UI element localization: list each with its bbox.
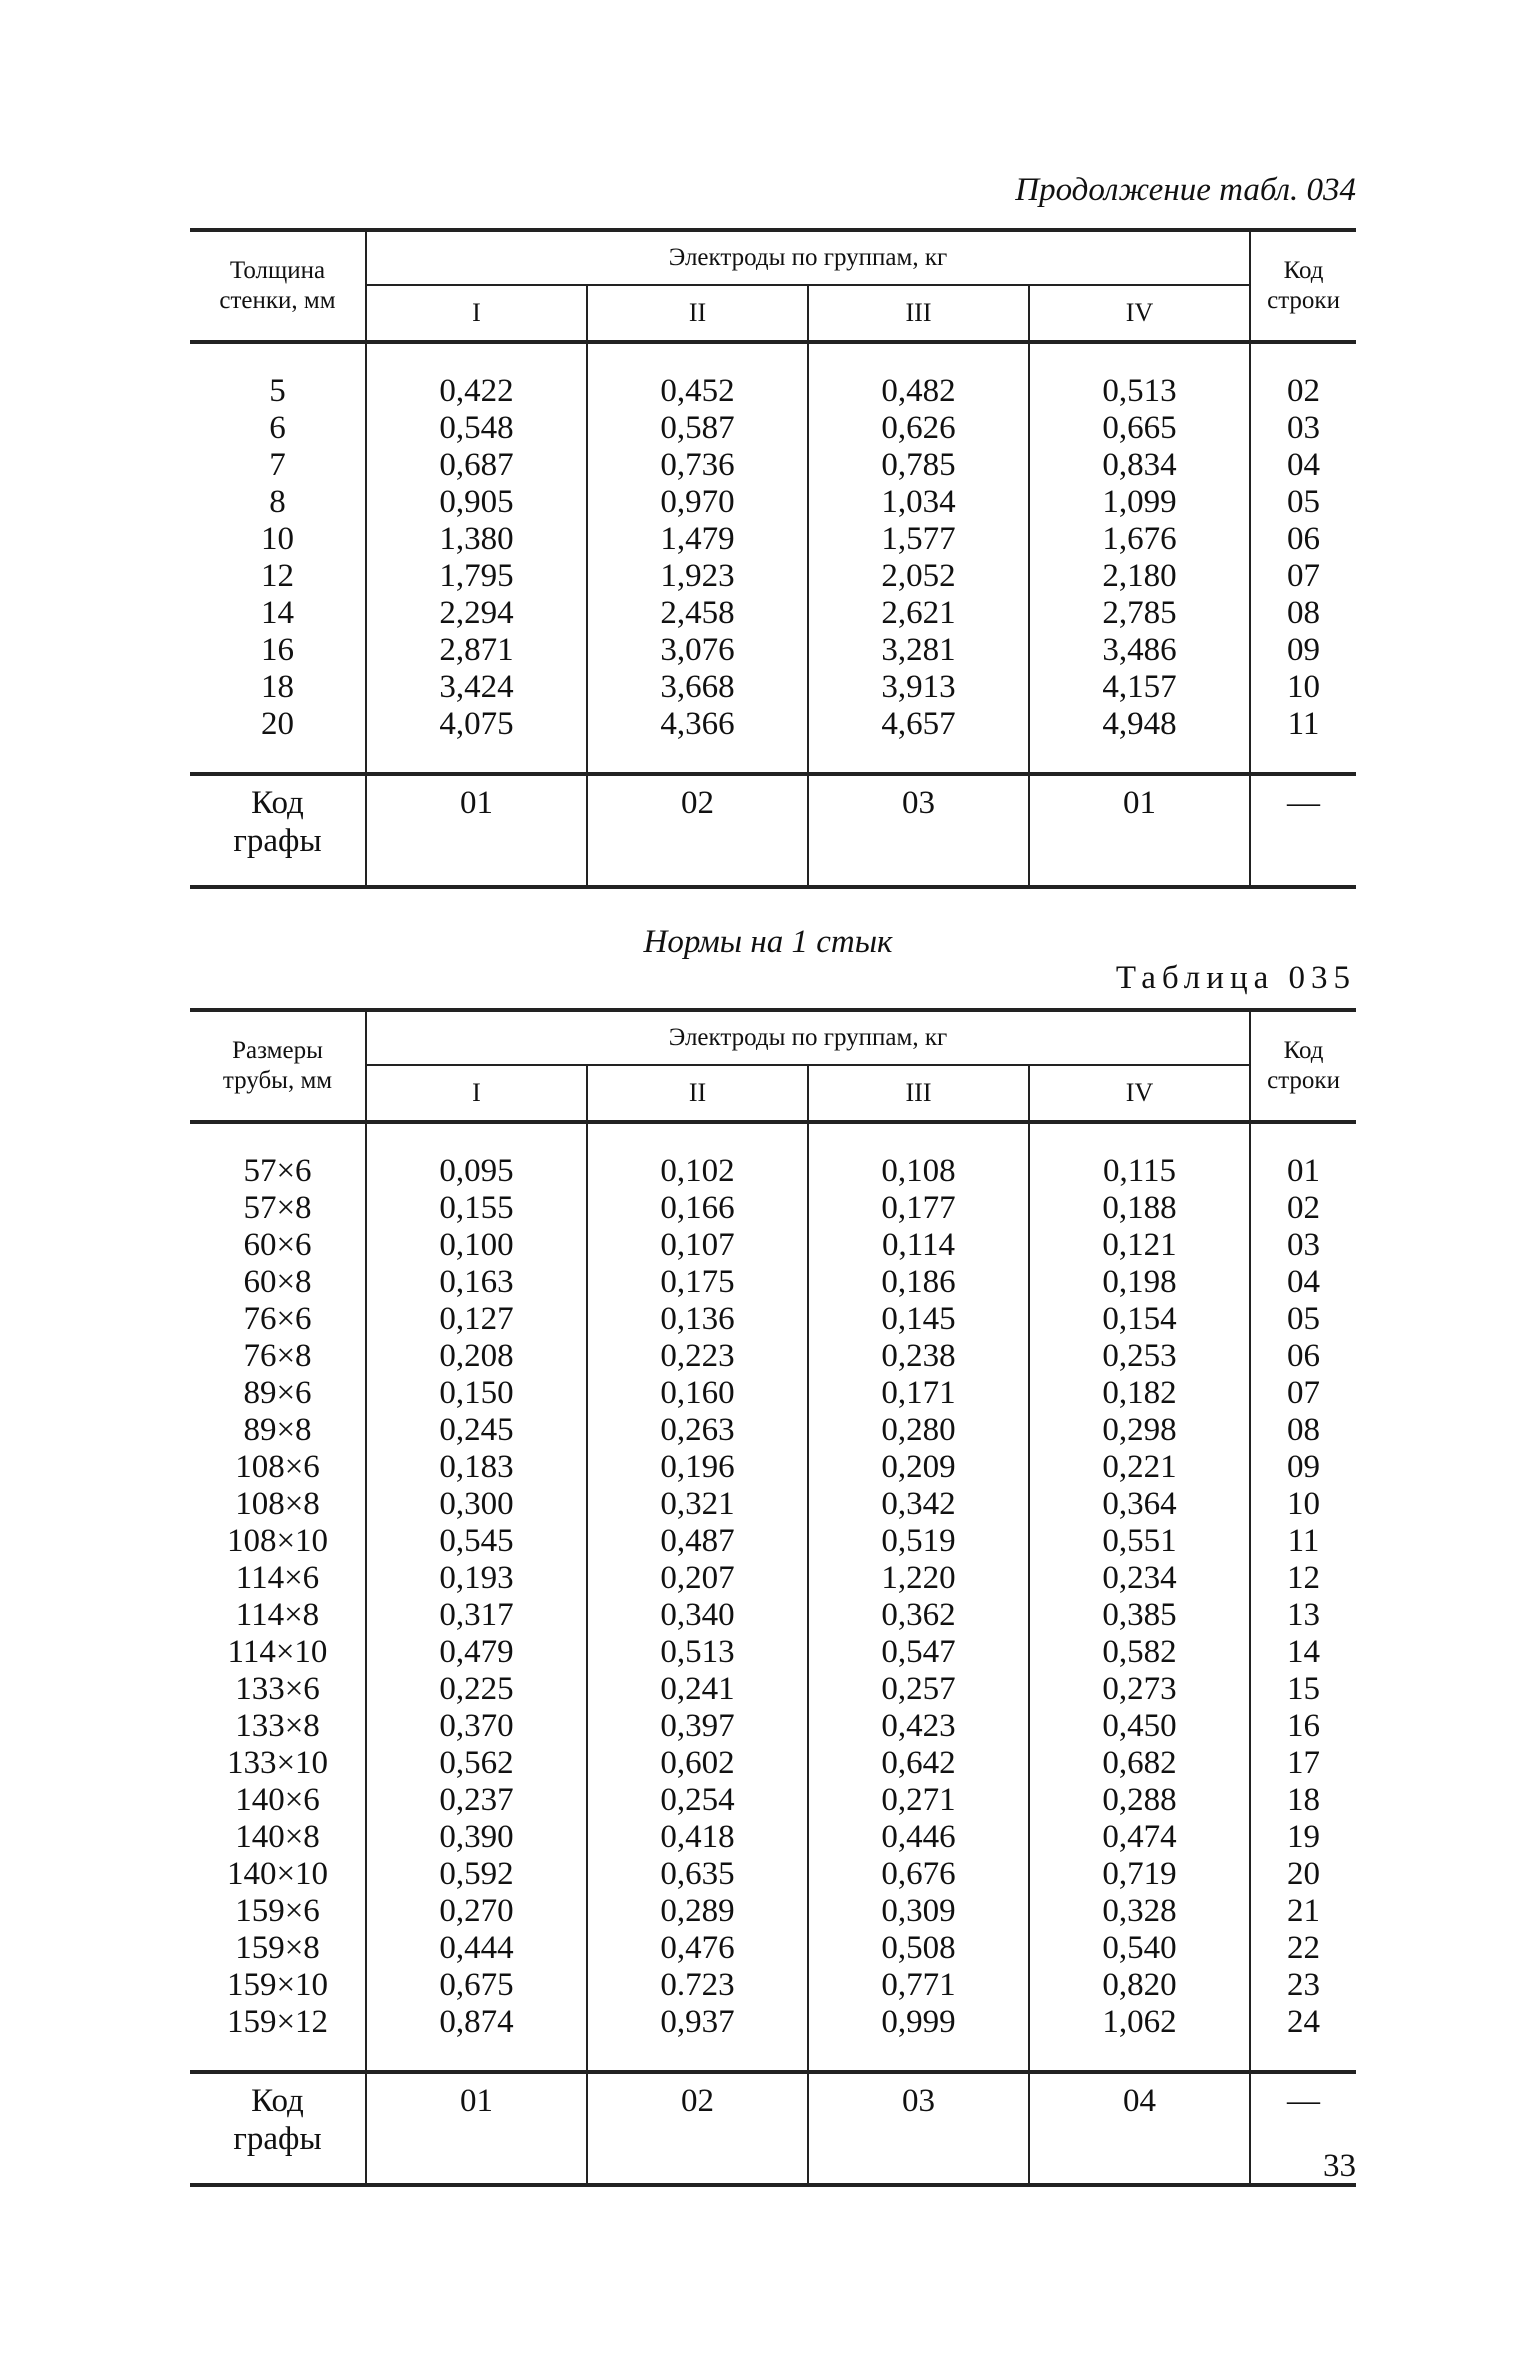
value-cell-group-2: 0,263 — [587, 1412, 808, 1449]
code-header-line2: строки — [1267, 287, 1340, 314]
row-code: 06 — [1287, 521, 1320, 557]
table-row — [190, 669, 1356, 706]
value-cell-group-2: 0,175 — [587, 1264, 808, 1301]
continuation-title: Продолжение табл. 034 — [1015, 172, 1356, 208]
value-cell-group-3: 0,446 — [808, 1819, 1029, 1856]
value-cell-group-2: 3,668 — [587, 669, 808, 706]
value-cell-group-3: 0,309 — [808, 1893, 1029, 1930]
value-cell-group-1: 0,225 — [366, 1671, 587, 1708]
table-034-body — [190, 344, 1356, 776]
value-cell-group-4: 0,513 — [1029, 344, 1250, 410]
value-cell-group-1: 1,795 — [366, 558, 587, 595]
value-cell-group-1: 2,294 — [366, 595, 587, 632]
value-cell-group-1: 0,905 — [366, 484, 587, 521]
row-code: 13 — [1287, 1597, 1320, 1633]
footer-code: 01 — [366, 776, 587, 887]
row-code: 10 — [1287, 1486, 1320, 1522]
footer-label-line2: графы — [233, 823, 322, 859]
value-cell-group-3: 0,482 — [808, 344, 1029, 410]
value-cell-group-2: 0,241 — [587, 1671, 808, 1708]
row-code: 11 — [1287, 1523, 1320, 1559]
value-cell-group-3: 0,257 — [808, 1671, 1029, 1708]
row-code: 24 — [1287, 2004, 1320, 2040]
group-2-header: II — [587, 285, 808, 342]
value-cell-group-1: 0,592 — [366, 1856, 587, 1893]
value-cell-group-4: 4,157 — [1029, 669, 1250, 706]
row-code: 07 — [1287, 558, 1320, 594]
section-title: Нормы на 1 стык — [643, 924, 893, 960]
row-label: 114×8 — [190, 1597, 366, 1634]
value-cell-group-2: 0,196 — [587, 1449, 808, 1486]
row-code: 20 — [1287, 1856, 1320, 1892]
table-034 — [190, 228, 1356, 889]
table-row — [190, 447, 1356, 484]
value-cell-group-1: 0,150 — [366, 1375, 587, 1412]
value-cell-group-3: 0,177 — [808, 1190, 1029, 1227]
table-row — [190, 484, 1356, 521]
value-cell-group-4: 1,062 — [1029, 2004, 1250, 2072]
value-cell-group-4: 0,221 — [1029, 1449, 1250, 1486]
row-code: 12 — [1287, 1560, 1320, 1596]
table-row — [190, 1708, 1356, 1745]
table-row — [190, 1671, 1356, 1708]
table-row — [190, 1124, 1356, 1190]
row-label: 57×6 — [190, 1124, 366, 1190]
value-cell-group-4: 2,180 — [1029, 558, 1250, 595]
row-code: 19 — [1287, 1819, 1320, 1855]
value-cell-group-1: 0,548 — [366, 410, 587, 447]
value-cell-group-3: 0,145 — [808, 1301, 1029, 1338]
value-cell-group-2: 1,479 — [587, 521, 808, 558]
row-label: 114×6 — [190, 1560, 366, 1597]
value-cell-group-2: 0,207 — [587, 1560, 808, 1597]
row-code: 01 — [1287, 1153, 1320, 1189]
table-034-footer — [190, 776, 1356, 889]
footer-code: 03 — [808, 2074, 1029, 2185]
value-cell-group-4: 0,273 — [1029, 1671, 1250, 1708]
table-row — [190, 1893, 1356, 1930]
row-code: 06 — [1287, 1338, 1320, 1374]
value-cell-group-2: 0,254 — [587, 1782, 808, 1819]
value-cell-group-4: 0,115 — [1029, 1124, 1250, 1190]
value-cell-group-3: 0,676 — [808, 1856, 1029, 1893]
table-row — [190, 1967, 1356, 2004]
row-code: 21 — [1287, 1893, 1320, 1929]
value-cell-group-2: 0,635 — [587, 1856, 808, 1893]
row-label: 133×6 — [190, 1671, 366, 1708]
row-label: 140×10 — [190, 1856, 366, 1893]
value-cell-group-2: 0,397 — [587, 1708, 808, 1745]
table-035 — [190, 1008, 1356, 2187]
row-label: 6 — [190, 410, 366, 447]
value-cell-group-2: 0,102 — [587, 1124, 808, 1190]
table-row — [190, 1523, 1356, 1560]
value-cell-group-3: 0,642 — [808, 1745, 1029, 1782]
value-cell-group-3: 1,034 — [808, 484, 1029, 521]
group-1-header: I — [366, 285, 587, 342]
value-cell-group-2: 4,366 — [587, 706, 808, 774]
value-cell-group-4: 1,676 — [1029, 521, 1250, 558]
value-cell-group-4: 0,820 — [1029, 1967, 1250, 2004]
value-cell-group-3: 1,577 — [808, 521, 1029, 558]
value-cell-group-4: 0,234 — [1029, 1560, 1250, 1597]
row-label: 133×8 — [190, 1708, 366, 1745]
value-cell-group-2: 0,513 — [587, 1634, 808, 1671]
row-label: 12 — [190, 558, 366, 595]
row-label: 159×6 — [190, 1893, 366, 1930]
value-cell-group-1: 0,095 — [366, 1124, 587, 1190]
value-cell-group-4: 0,551 — [1029, 1523, 1250, 1560]
row-code: 03 — [1287, 1227, 1320, 1263]
value-cell-group-3: 0,771 — [808, 1967, 1029, 2004]
row-label: 60×6 — [190, 1227, 366, 1264]
row-code: 22 — [1287, 1930, 1320, 1966]
table-row — [190, 558, 1356, 595]
row-label: 108×6 — [190, 1449, 366, 1486]
value-cell-group-4: 0,298 — [1029, 1412, 1250, 1449]
table-row — [190, 1486, 1356, 1523]
table-row — [190, 1375, 1356, 1412]
row-code: 10 — [1287, 669, 1320, 705]
table-row — [190, 1634, 1356, 1671]
table-label: Таблица 035 — [1115, 960, 1356, 996]
table-row — [190, 410, 1356, 447]
table-row — [190, 1227, 1356, 1264]
value-cell-group-4: 0,450 — [1029, 1708, 1250, 1745]
value-cell-group-3: 0,785 — [808, 447, 1029, 484]
footer-label — [190, 776, 366, 887]
value-cell-group-1: 0,479 — [366, 1634, 587, 1671]
value-cell-group-2: 0,136 — [587, 1301, 808, 1338]
value-cell-group-4: 0,154 — [1029, 1301, 1250, 1338]
value-cell-group-1: 0,127 — [366, 1301, 587, 1338]
value-cell-group-4: 4,948 — [1029, 706, 1250, 774]
row-label: 114×10 — [190, 1634, 366, 1671]
value-cell-group-1: 0,687 — [366, 447, 587, 484]
value-cell-group-2: 0,970 — [587, 484, 808, 521]
footer-code: — — [1287, 785, 1320, 821]
value-cell-group-4: 0,182 — [1029, 1375, 1250, 1412]
row-label: 89×6 — [190, 1375, 366, 1412]
row-label: 8 — [190, 484, 366, 521]
row-label: 159×10 — [190, 1967, 366, 2004]
table-row — [190, 344, 1356, 410]
value-cell-group-1: 0,562 — [366, 1745, 587, 1782]
value-cell-group-4: 0,188 — [1029, 1190, 1250, 1227]
value-cell-group-3: 0,423 — [808, 1708, 1029, 1745]
table-row — [190, 1745, 1356, 1782]
value-cell-group-1: 0,245 — [366, 1412, 587, 1449]
value-cell-group-1: 0,300 — [366, 1486, 587, 1523]
value-cell-group-2: 0,107 — [587, 1227, 808, 1264]
row-header-line1: Размеры — [232, 1037, 323, 1064]
row-header — [190, 230, 366, 342]
footer-code: 02 — [587, 776, 808, 887]
table-row — [190, 632, 1356, 669]
value-cell-group-2: 0,160 — [587, 1375, 808, 1412]
value-cell-group-1: 1,380 — [366, 521, 587, 558]
value-cell-group-1: 4,075 — [366, 706, 587, 774]
row-label: 159×12 — [190, 2004, 366, 2072]
value-cell-group-1: 0,317 — [366, 1597, 587, 1634]
value-cell-group-4: 0,328 — [1029, 1893, 1250, 1930]
table-row — [190, 1412, 1356, 1449]
value-cell-group-1: 0,193 — [366, 1560, 587, 1597]
value-cell-group-1: 0,237 — [366, 1782, 587, 1819]
value-cell-group-4: 0,364 — [1029, 1486, 1250, 1523]
value-cell-group-2: 0,166 — [587, 1190, 808, 1227]
row-header-line2: трубы, мм — [222, 1067, 333, 1094]
footer-label-line1: Код — [251, 785, 304, 821]
value-cell-group-4: 0,121 — [1029, 1227, 1250, 1264]
value-cell-group-3: 0,280 — [808, 1412, 1029, 1449]
value-cell-group-4: 0,582 — [1029, 1634, 1250, 1671]
footer-label — [190, 2074, 366, 2185]
footer-code: 02 — [587, 2074, 808, 2185]
value-cell-group-3: 0,508 — [808, 1930, 1029, 1967]
table-row — [190, 1301, 1356, 1338]
group-3-header: III — [808, 285, 1029, 342]
row-code: 16 — [1287, 1708, 1320, 1744]
row-code: 05 — [1287, 1301, 1320, 1337]
table-035-footer — [190, 2074, 1356, 2187]
table-035-header — [190, 1008, 1356, 1124]
row-code: 04 — [1287, 447, 1320, 483]
row-label: 140×8 — [190, 1819, 366, 1856]
table-row — [190, 1819, 1356, 1856]
value-cell-group-4: 3,486 — [1029, 632, 1250, 669]
footer-code: 03 — [808, 776, 1029, 887]
value-cell-group-4: 2,785 — [1029, 595, 1250, 632]
value-cell-group-3: 0,626 — [808, 410, 1029, 447]
group-2-header: II — [587, 1065, 808, 1122]
row-header — [190, 1010, 366, 1122]
row-code: 11 — [1287, 706, 1320, 742]
value-cell-group-3: 0,171 — [808, 1375, 1029, 1412]
value-cell-group-2: 0,289 — [587, 1893, 808, 1930]
value-cell-group-1: 0,874 — [366, 2004, 587, 2072]
value-cell-group-3: 1,220 — [808, 1560, 1029, 1597]
value-cell-group-4: 0,719 — [1029, 1856, 1250, 1893]
value-cell-group-1: 0,155 — [366, 1190, 587, 1227]
row-code: 08 — [1287, 595, 1320, 631]
row-code: 07 — [1287, 1375, 1320, 1411]
value-cell-group-2: 0,476 — [587, 1930, 808, 1967]
value-cell-group-3: 0,209 — [808, 1449, 1029, 1486]
table-row — [190, 595, 1356, 632]
footer-label-line1: Код — [251, 2083, 304, 2119]
value-cell-group-1: 2,871 — [366, 632, 587, 669]
table-row — [190, 2004, 1356, 2072]
table-row — [190, 1190, 1356, 1227]
footer-label-line2: графы — [233, 2121, 322, 2157]
row-label: 140×6 — [190, 1782, 366, 1819]
table-034-header — [190, 228, 1356, 344]
row-code: 23 — [1287, 1967, 1320, 2003]
value-cell-group-4: 0,288 — [1029, 1782, 1250, 1819]
value-cell-group-2: 0,736 — [587, 447, 808, 484]
row-label: 76×6 — [190, 1301, 366, 1338]
value-cell-group-2: 1,923 — [587, 558, 808, 595]
value-cell-group-1: 0,444 — [366, 1930, 587, 1967]
code-header — [1250, 230, 1356, 342]
value-cell-group-3: 0,519 — [808, 1523, 1029, 1560]
row-label: 108×10 — [190, 1523, 366, 1560]
row-header-line1: Толщина — [229, 257, 326, 284]
footer-code: 01 — [1029, 776, 1250, 887]
code-header — [1250, 1010, 1356, 1122]
value-cell-group-2: 2,458 — [587, 595, 808, 632]
row-code: 18 — [1287, 1782, 1320, 1818]
value-cell-group-3: 0,108 — [808, 1124, 1029, 1190]
value-cell-group-3: 0,271 — [808, 1782, 1029, 1819]
group-4-header: IV — [1125, 1078, 1154, 1107]
row-label: 5 — [190, 344, 366, 410]
value-cell-group-2: 0,487 — [587, 1523, 808, 1560]
group-1-header: I — [366, 1065, 587, 1122]
value-cell-group-3: 0,999 — [808, 2004, 1029, 2072]
value-cell-group-1: 0,183 — [366, 1449, 587, 1486]
value-cell-group-2: 0,340 — [587, 1597, 808, 1634]
footer-code: 01 — [366, 2074, 587, 2185]
group-header: Электроды по группам, кг — [366, 230, 1250, 285]
table-row — [190, 1856, 1356, 1893]
value-cell-group-1: 0,675 — [366, 1967, 587, 2004]
value-cell-group-4: 0,540 — [1029, 1930, 1250, 1967]
footer-code: 04 — [1029, 2074, 1250, 2185]
footer-code: — — [1287, 2083, 1320, 2119]
value-cell-group-4: 1,099 — [1029, 484, 1250, 521]
value-cell-group-2: 0,587 — [587, 410, 808, 447]
row-code: 02 — [1287, 373, 1320, 409]
table-row — [190, 1930, 1356, 1967]
value-cell-group-3: 2,052 — [808, 558, 1029, 595]
value-cell-group-1: 0,370 — [366, 1708, 587, 1745]
value-cell-group-1: 0,163 — [366, 1264, 587, 1301]
value-cell-group-1: 0,390 — [366, 1819, 587, 1856]
table-row — [190, 1597, 1356, 1634]
value-cell-group-2: 0,937 — [587, 2004, 808, 2072]
value-cell-group-3: 0,342 — [808, 1486, 1029, 1523]
value-cell-group-2: 0,321 — [587, 1486, 808, 1523]
row-label: 60×8 — [190, 1264, 366, 1301]
value-cell-group-3: 0,547 — [808, 1634, 1029, 1671]
row-label: 18 — [190, 669, 366, 706]
code-header-line1: Код — [1283, 1037, 1324, 1064]
value-cell-group-1: 0,422 — [366, 344, 587, 410]
table-row — [190, 521, 1356, 558]
row-code: 17 — [1287, 1745, 1320, 1781]
value-cell-group-2: 0.723 — [587, 1967, 808, 2004]
table-row — [190, 706, 1356, 774]
value-cell-group-3: 0,114 — [808, 1227, 1029, 1264]
table-row — [190, 1449, 1356, 1486]
row-code: 15 — [1287, 1671, 1320, 1707]
group-header: Электроды по группам, кг — [366, 1010, 1250, 1065]
value-cell-group-4: 0,665 — [1029, 410, 1250, 447]
row-code: 08 — [1287, 1412, 1320, 1448]
row-code: 14 — [1287, 1634, 1320, 1670]
table-row — [190, 1264, 1356, 1301]
value-cell-group-4: 0,474 — [1029, 1819, 1250, 1856]
row-code: 05 — [1287, 484, 1320, 520]
value-cell-group-3: 3,913 — [808, 669, 1029, 706]
value-cell-group-1: 0,208 — [366, 1338, 587, 1375]
row-label: 89×8 — [190, 1412, 366, 1449]
value-cell-group-3: 3,281 — [808, 632, 1029, 669]
value-cell-group-4: 0,198 — [1029, 1264, 1250, 1301]
value-cell-group-2: 0,602 — [587, 1745, 808, 1782]
value-cell-group-3: 0,362 — [808, 1597, 1029, 1634]
table-row — [190, 1338, 1356, 1375]
value-cell-group-3: 2,621 — [808, 595, 1029, 632]
value-cell-group-2: 3,076 — [587, 632, 808, 669]
row-label: 108×8 — [190, 1486, 366, 1523]
value-cell-group-4: 0,834 — [1029, 447, 1250, 484]
row-label: 16 — [190, 632, 366, 669]
value-cell-group-3: 4,657 — [808, 706, 1029, 774]
row-label: 14 — [190, 595, 366, 632]
row-code: 09 — [1287, 1449, 1320, 1485]
table-row — [190, 1782, 1356, 1819]
group-3-header: III — [808, 1065, 1029, 1122]
group-4-header: IV — [1125, 298, 1154, 327]
value-cell-group-4: 0,682 — [1029, 1745, 1250, 1782]
row-code: 09 — [1287, 632, 1320, 668]
row-label: 7 — [190, 447, 366, 484]
value-cell-group-1: 0,100 — [366, 1227, 587, 1264]
page-number: 33 — [1323, 2148, 1356, 2184]
table-row — [190, 1560, 1356, 1597]
row-code: 04 — [1287, 1264, 1320, 1300]
row-code: 03 — [1287, 410, 1320, 446]
code-header-line2: строки — [1267, 1067, 1340, 1094]
value-cell-group-1: 0,270 — [366, 1893, 587, 1930]
value-cell-group-1: 0,545 — [366, 1523, 587, 1560]
value-cell-group-3: 0,238 — [808, 1338, 1029, 1375]
row-label: 57×8 — [190, 1190, 366, 1227]
value-cell-group-2: 0,418 — [587, 1819, 808, 1856]
value-cell-group-4: 0,385 — [1029, 1597, 1250, 1634]
row-label: 133×10 — [190, 1745, 366, 1782]
value-cell-group-1: 3,424 — [366, 669, 587, 706]
code-header-line1: Код — [1283, 257, 1324, 284]
row-label: 76×8 — [190, 1338, 366, 1375]
value-cell-group-4: 0,253 — [1029, 1338, 1250, 1375]
row-code: 02 — [1287, 1190, 1320, 1226]
row-label: 20 — [190, 706, 366, 774]
value-cell-group-2: 0,223 — [587, 1338, 808, 1375]
row-header-line2: стенки, мм — [219, 287, 336, 314]
value-cell-group-3: 0,186 — [808, 1264, 1029, 1301]
table-035-body — [190, 1124, 1356, 2074]
row-label: 159×8 — [190, 1930, 366, 1967]
value-cell-group-2: 0,452 — [587, 344, 808, 410]
row-label: 10 — [190, 521, 366, 558]
